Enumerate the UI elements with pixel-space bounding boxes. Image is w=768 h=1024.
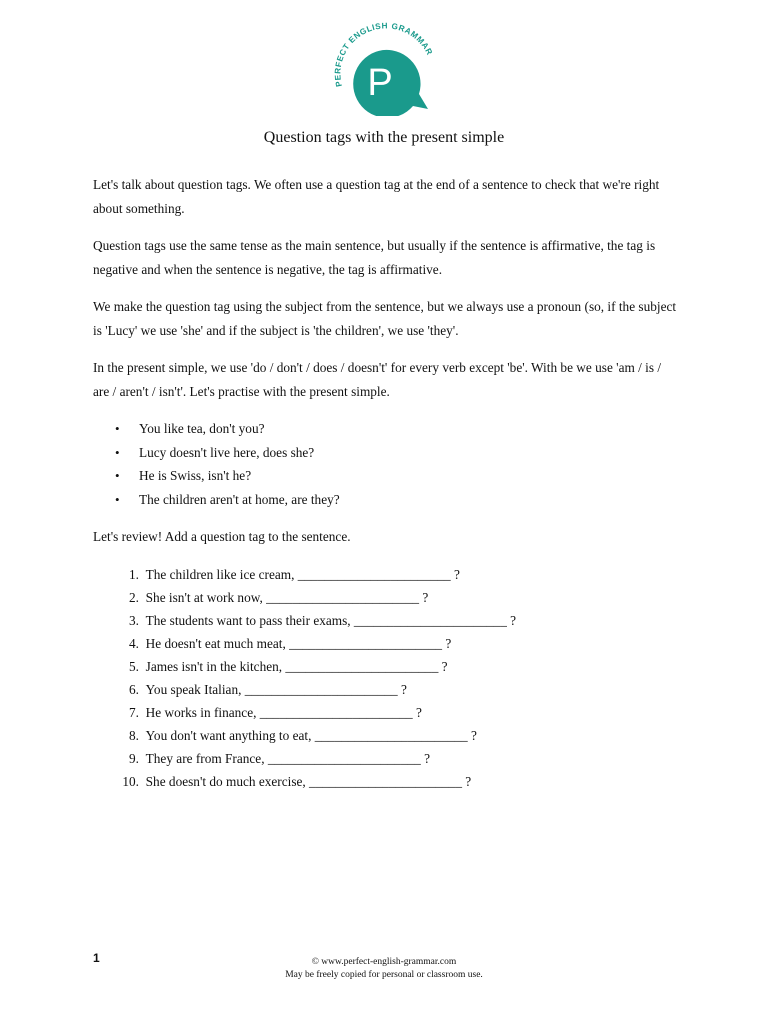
exercise-item [93, 724, 678, 747]
exercise-item [93, 655, 678, 678]
list-item: • Lucy doesn't live here, does she? [115, 441, 678, 465]
page-number: 1 [93, 951, 100, 965]
list-item: • The children aren't at home, are they? [115, 488, 678, 512]
exercise-item [93, 632, 678, 655]
exercise-text: He works in finance, _______________________ ? [145, 705, 422, 721]
exercise-text: He doesn't eat much meat, _______________________ ? [145, 635, 452, 651]
license-text: May be freely copied for personal or classroom use. [285, 970, 483, 980]
logo [322, 12, 446, 116]
copyright-text: © www.perfect-english-grammar.com [311, 957, 457, 967]
footer [0, 956, 768, 982]
exercise-item [93, 609, 678, 632]
exercise-number: 3. [129, 612, 139, 628]
exercise-text: The children like ice cream, _______________________ ? [145, 566, 460, 582]
list-item: • You like tea, don't you? [115, 417, 678, 441]
exercise-item [93, 701, 678, 724]
exercise-item [93, 563, 678, 586]
exercise-text: She isn't at work now, _______________________ ? [145, 589, 429, 605]
exercise-item [93, 678, 678, 701]
exercise-text: She doesn't do much exercise, _______________________ ? [145, 774, 472, 790]
exercise-number: 1. [129, 566, 139, 582]
exercise-text: You don't want anything to eat, _______________________ ? [145, 728, 477, 744]
review-intro: Let's review! Add a question tag to the sentence. [93, 529, 351, 544]
exercise-number: 5. [129, 658, 139, 674]
logo-speech-bubble-icon [322, 12, 446, 116]
exercise-item [93, 770, 678, 793]
exercise-number: 2. [129, 589, 139, 605]
tense-paragraph: Question tags use the same tense as the main sentence, but usually if the sentence is affirmative, the tag is negative and when the sentence is negative, the tag is affirmative. [93, 238, 656, 277]
examples-list [93, 417, 678, 511]
exercise-text: You speak Italian, _______________________ ? [145, 681, 407, 697]
exercise-number: 8. [129, 728, 139, 744]
logo-arc-text: PERFECT ENGLISH GRAMMAR [333, 21, 435, 88]
pronoun-paragraph: We make the question tag using the subject from the sentence, but we always use a pronoun (so, if the subject is 'Lucy' we use 'she' and if the subject is 'the children', we use 'they'. [93, 299, 677, 338]
exercise-text: The students want to pass their exams, _______________________ ? [145, 612, 517, 628]
exercise-number: 4. [129, 635, 139, 651]
exercise-number: 6. [129, 681, 139, 697]
document-body [93, 173, 678, 793]
page-title: Question tags with the present simple [263, 129, 505, 146]
exercise-number: 7. [129, 705, 139, 721]
intro-paragraph: Let's talk about question tags. We often use a question tag at the end of a sentence to check that we're right about something. [93, 177, 660, 216]
present-simple-paragraph: In the present simple, we use 'do / don't / does / doesn't' for every verb except 'be'. With be we use 'am / is / are / aren't / isn't'. Let's practise with the present simple. [93, 360, 662, 399]
exercise-number: 10. [122, 774, 139, 790]
exercise-item [93, 586, 678, 609]
exercise-number: 9. [129, 751, 139, 767]
exercise-text: They are from France, _______________________ ? [145, 751, 430, 767]
list-item: • He is Swiss, isn't he? [115, 464, 678, 488]
exercise-text: James isn't in the kitchen, _______________________ ? [145, 658, 448, 674]
exercise-item [93, 747, 678, 770]
logo-letter: P [367, 62, 393, 104]
exercise-list [93, 563, 678, 794]
